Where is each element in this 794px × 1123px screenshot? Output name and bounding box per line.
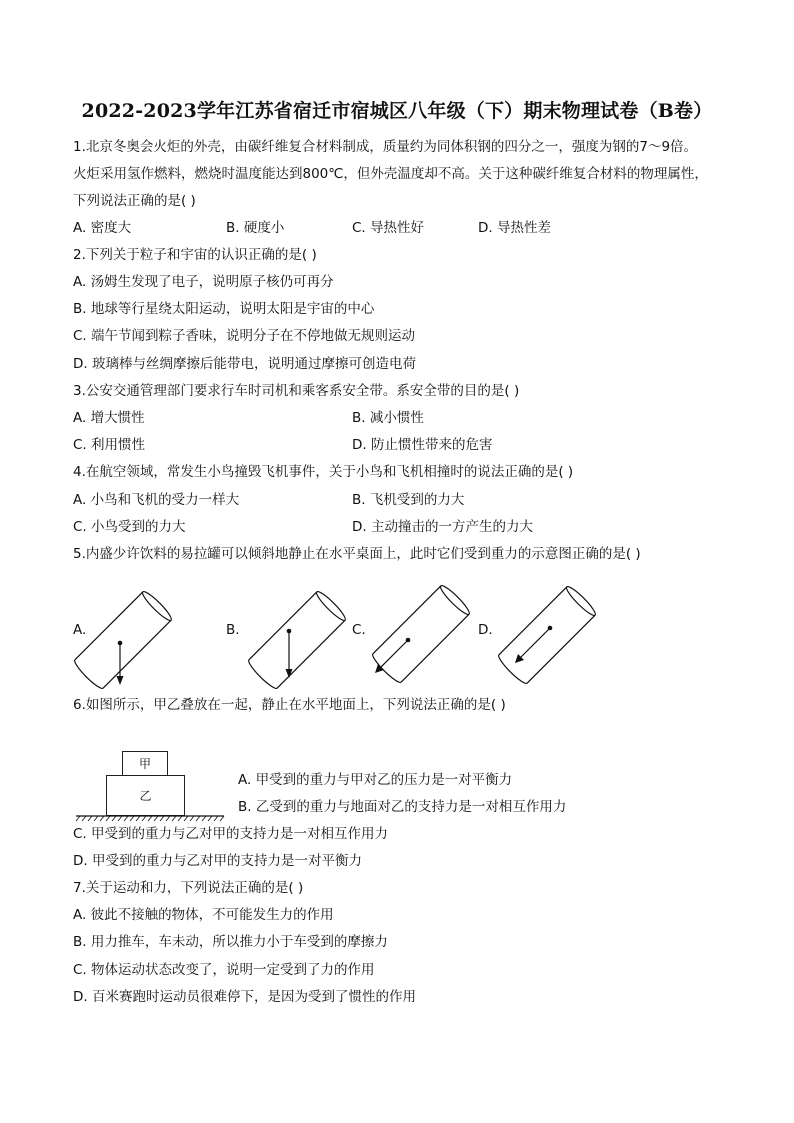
ground-surface [76, 815, 226, 825]
q6-option-a: A. 甲受到的重力与甲对乙的压力是一对平衡力 [238, 772, 513, 788]
q7-option-b: B. 用力推车，车未动，所以推力小于车受到的摩擦力 [73, 934, 388, 950]
q6-option-c: C. 甲受到的重力与乙对甲的支持力是一对相互作用力 [73, 826, 389, 842]
q2-stem: 2.下列关于粒子和宇宙的认识正确的是( ) [73, 247, 317, 263]
q5-stem: 5.内盛少许饮料的易拉罐可以倾斜地静止在水平桌面上，此时它们受到重力的示意图正确的是( ) [73, 546, 641, 562]
page-title: 2022-2023学年江苏省宿迁市宿城区八年级（下）期末物理试卷（B卷） [81, 100, 713, 122]
q4-option-b: B. 飞机受到的力大 [352, 492, 465, 508]
q1-option-c: C. 导热性好 [352, 220, 425, 236]
q2-option-d: D. 玻璃棒与丝绸摩擦后能带电，说明通过摩擦可创造电荷 [73, 356, 416, 372]
q5-can-figure-a [90, 580, 200, 690]
q5-label-a: A. [73, 622, 87, 638]
q7-stem: 7.关于运动和力，下列说法正确的是( ) [73, 880, 304, 896]
q6-stem: 6.如图所示，甲乙叠放在一起，静止在水平地面上，下列说法正确的是( ) [73, 697, 506, 713]
q2-option-b: B. 地球等行星绕太阳运动，说明太阳是宇宙的中心 [73, 301, 375, 317]
q5-can-figure-d [494, 580, 604, 690]
q5-can-figure-c [368, 580, 478, 690]
block-jia: 甲 [122, 751, 168, 776]
q5-label-b: B. [226, 622, 240, 638]
q1-stem-line-3: 下列说法正确的是( ) [73, 193, 196, 209]
q1-stem-line-1: 1.北京冬奥会火炬的外壳，由碳纤维复合材料制成，质量约为同体积钢的四分之一，强度为钢的7～9倍。 [73, 139, 698, 155]
q3-stem: 3.公安交通管理部门要求行车时司机和乘客系安全带。系安全带的目的是( ) [73, 383, 520, 399]
block-yi: 乙 [106, 775, 185, 816]
q1-option-b: B. 硬度小 [226, 220, 285, 236]
q1-option-a: A. 密度大 [73, 220, 132, 236]
q1-stem-line-2: 火炬采用氢作燃料，燃烧时温度能达到800℃，但外壳温度却不高。关于这种碳纤维复合材料的物理属性， [73, 166, 708, 182]
q3-option-b: B. 减小惯性 [352, 410, 424, 426]
q5-label-d: D. [478, 622, 493, 638]
q7-option-c: C. 物体运动状态改变了，说明一定受到了力的作用 [73, 962, 375, 978]
q4-option-c: C. 小鸟受到的力大 [73, 519, 186, 535]
q3-option-c: C. 利用惯性 [73, 437, 146, 453]
q5-label-c: C. [352, 622, 366, 638]
q4-stem: 4.在航空领域，常发生小鸟撞毁飞机事件，关于小鸟和飞机相撞时的说法正确的是( ) [73, 464, 574, 480]
q5-can-figure-b [244, 580, 354, 690]
q4-option-a: A. 小鸟和飞机的受力一样大 [73, 492, 240, 508]
q7-option-a: A. 彼此不接触的物体，不可能发生力的作用 [73, 907, 334, 923]
q4-option-d: D. 主动撞击的一方产生的力大 [352, 519, 533, 535]
q2-option-a: A. 汤姆生发现了电子，说明原子核仍可再分 [73, 274, 334, 290]
q1-option-d: D. 导热性差 [478, 220, 551, 236]
q3-option-d: D. 防止惯性带来的危害 [352, 437, 493, 453]
q6-option-b: B. 乙受到的重力与地面对乙的支持力是一对相互作用力 [238, 799, 567, 815]
q2-option-c: C. 端午节闻到粽子香味，说明分子在不停地做无规则运动 [73, 328, 416, 344]
q3-option-a: A. 增大惯性 [73, 410, 145, 426]
q6-option-d: D. 甲受到的重力与乙对甲的支持力是一对平衡力 [73, 853, 362, 869]
q7-option-d: D. 百米赛跑时运动员很难停下，是因为受到了惯性的作用 [73, 989, 416, 1005]
